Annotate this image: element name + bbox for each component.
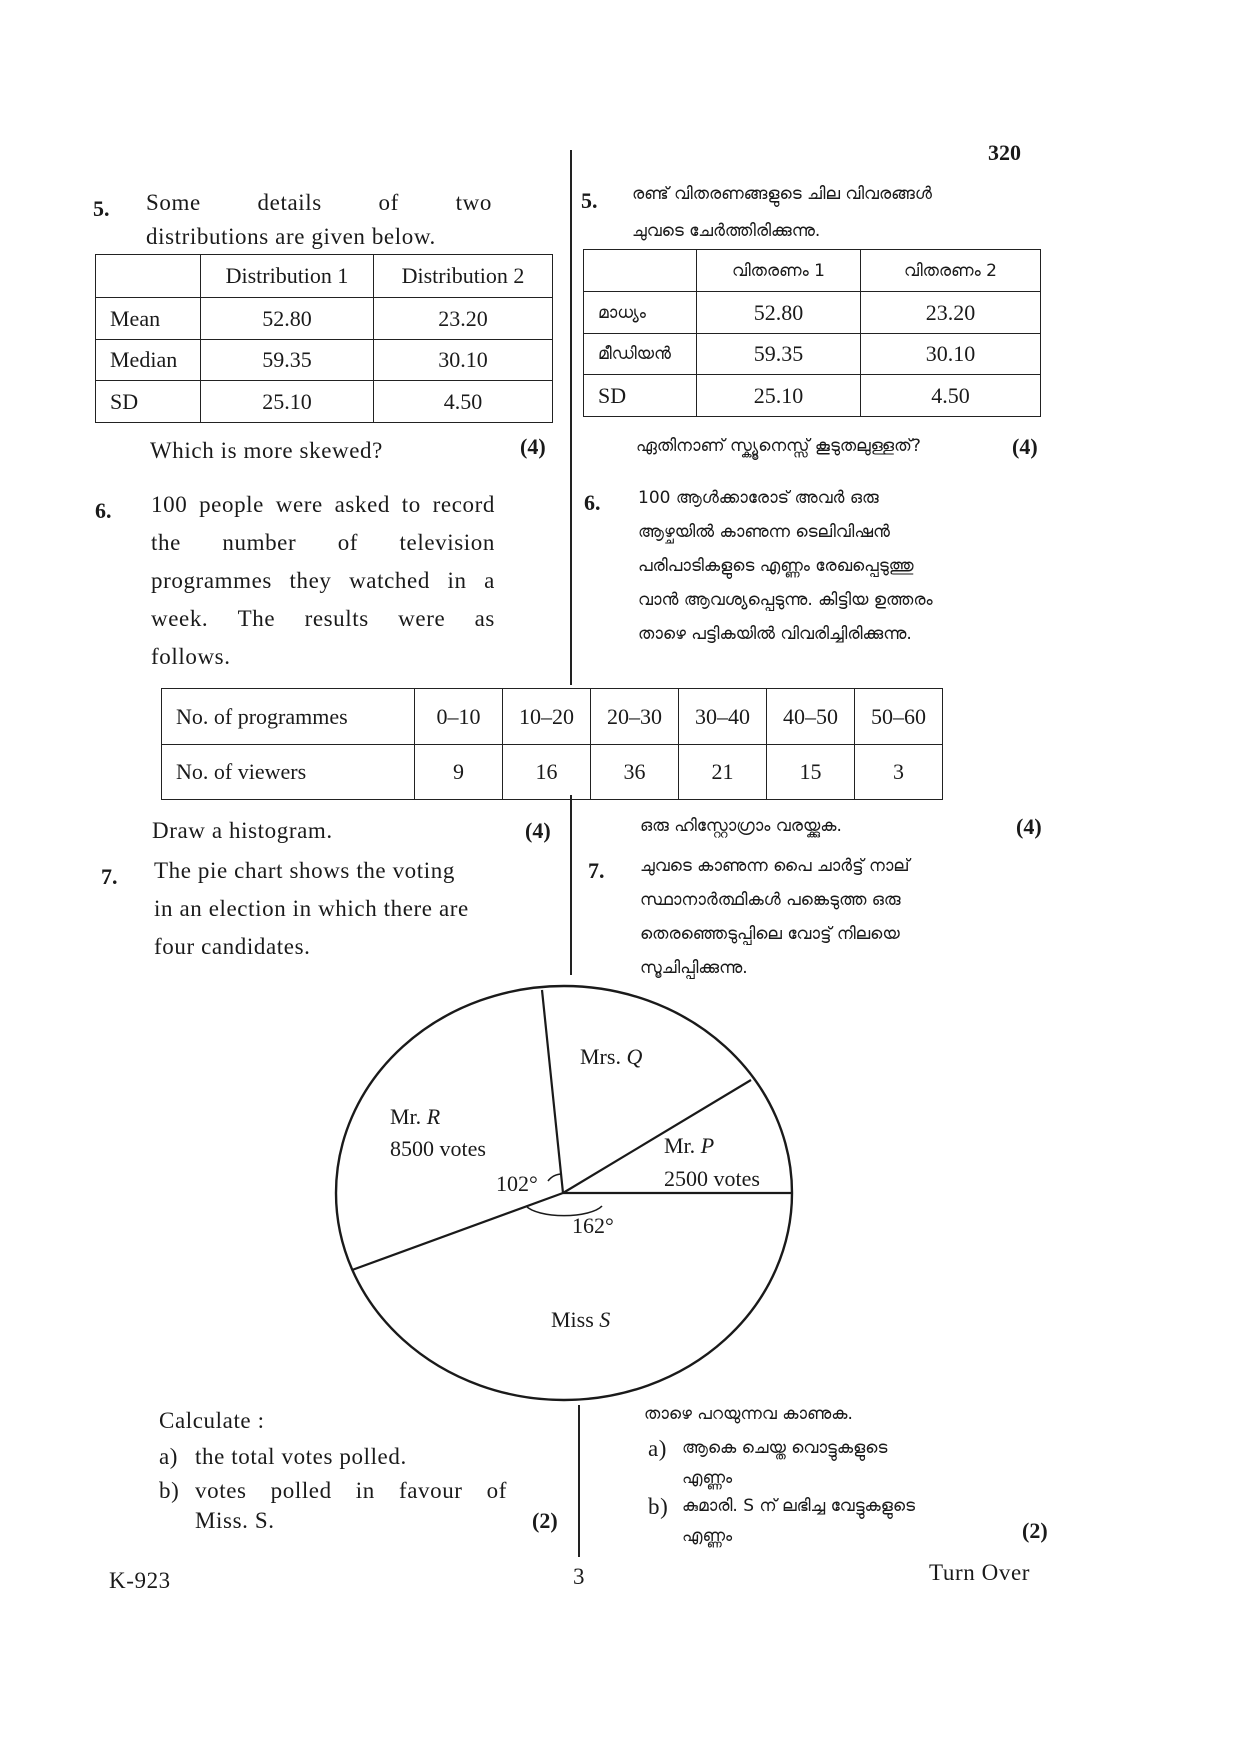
q5-ml-question: ഏതിനാണ് സ്ക്യൂനെസ്സ് കൂടുതലുള്ളത്? (636, 436, 921, 456)
slice-votes-mr-p: 2500 votes (664, 1166, 760, 1191)
q7-part-b-line-1: votes polled in favour of (195, 1478, 507, 1503)
q7-ml-part-b-label: b) (648, 1494, 669, 1519)
q5-ml-line-2: ചുവടെ ചേർത്തിരിക്കുന്നു. (632, 221, 821, 241)
page-number: 3 (573, 1564, 586, 1589)
q7-en-line-3: four candidates. (154, 934, 311, 959)
slice-label-mrs-q: Mrs. Q (580, 1044, 643, 1069)
q7-calculate: Calculate : (159, 1408, 265, 1433)
q7-part-a-text: the total votes polled. (195, 1444, 407, 1469)
table-row-label: No. of programmes (162, 689, 415, 745)
q5-en-question: Which is more skewed? (150, 438, 383, 463)
turn-over: Turn Over (929, 1560, 1031, 1585)
q7-ml-part-a-l1: ആകെ ചെയ്ത വൊട്ടുകളുടെ (682, 1438, 888, 1458)
q7-en-line-2: in an election in which there are (154, 896, 469, 921)
q6-en-instruction: Draw a histogram. (152, 818, 333, 843)
q5-en-table: Distribution 1 Distribution 2 Mean 52.80 23.20 Median 59.35 30.10 SD 25.10 4.50 (95, 254, 553, 423)
question-6-number: 6. (95, 498, 112, 523)
q6-en-line-2: the number of television (151, 530, 495, 555)
q5-en-line-1: Some details of two (146, 190, 492, 215)
q7-ml-line-1: ചുവടെ കാണുന്ന പൈ ചാർട്ട് നാല് (640, 856, 910, 876)
q6-en-line-4: week. The results were as (151, 606, 495, 631)
paper-code: K-923 (109, 1568, 171, 1593)
q7-ml-line-2: സ്ഥാനാർത്ഥികൾ പങ്കെടുത്ത ഒരു (640, 890, 901, 910)
question-7-number-ml: 7. (588, 858, 605, 883)
q7-ml-part-b-l2: എണ്ണം (682, 1526, 733, 1546)
q7-part-a-label: a) (159, 1444, 179, 1469)
question-5-number: 5. (93, 196, 110, 221)
slice-label-miss-s: Miss S (551, 1307, 611, 1332)
slice-votes-mr-r: 8500 votes (390, 1136, 486, 1161)
angle-label-r: 102° (496, 1171, 538, 1196)
page-number-top: 320 (988, 140, 1021, 165)
q5-ml-line-1: രണ്ട് വിതരണങ്ങളുടെ ചില വിവരങ്ങൾ (632, 184, 932, 204)
table-row-label: No. of viewers (162, 745, 415, 800)
q7-ml-marks: (2) (1022, 1518, 1048, 1543)
q5-en-marks: (4) (520, 434, 546, 459)
q6-ml-marks: (4) (1016, 814, 1042, 839)
angle-arc-r (548, 1174, 562, 1181)
q6-en-line-5: follows. (151, 644, 231, 669)
q5-ml-table: വിതരണം 1 വിതരണം 2 മാധ്യം 52.80 23.20 മീഡിയൻ 59.35 30.10 SD 25.10 4.50 (583, 249, 1041, 417)
boundary-q-r (542, 990, 563, 1193)
q7-en-line-1: The pie chart shows the voting (154, 858, 455, 883)
q6-en-line-3: programmes they watched in a (151, 568, 495, 593)
q6-frequency-table: No. of programmes 0–10 10–20 20–30 30–40 40–50 50–60 No. of viewers 9 16 36 21 15 3 (161, 688, 943, 800)
q7-part-b-line-2: Miss. S. (195, 1508, 275, 1533)
q5-en-line-2: distributions are given below. (146, 224, 436, 249)
q6-en-line-1: 100 people were asked to record (151, 492, 495, 517)
q6-en-marks: (4) (525, 818, 551, 843)
q6-ml-line-4: വാൻ ആവശ്യപ്പെടുന്നു. കിട്ടിയ ഉത്തരം (638, 590, 933, 610)
q7-ml-line-3: തെരഞ്ഞെടുപ്പിലെ വോട്ട് നിലയെ (640, 924, 900, 944)
q6-ml-line-5: താഴെ പട്ടികയിൽ വിവരിച്ചിരിക്കുന്നു. (638, 624, 912, 644)
q7-part-b-label: b) (159, 1478, 180, 1503)
q7-ml-part-a-label: a) (648, 1436, 668, 1461)
boundary-r-miss-s (352, 1193, 563, 1270)
question-7-number: 7. (101, 864, 118, 889)
q6-ml-line-1: 100 ആൾക്കാരോട് അവർ ഒരു (638, 488, 879, 508)
angle-label-s: 162° (572, 1213, 614, 1238)
q7-ml-line-4: സൂചിപ്പിക്കുന്നു. (640, 958, 748, 978)
question-6-number-ml: 6. (584, 490, 601, 515)
q7-en-marks: (2) (532, 1508, 558, 1533)
q7-ml-part-a-l2: എണ്ണം (682, 1468, 733, 1488)
q7-ml-calculate: താഴെ പറയുന്നവ കാണുക. (644, 1404, 853, 1424)
slice-label-mr-p: Mr. P (664, 1133, 715, 1158)
q6-ml-line-2: ആഴ്ചയിൽ കാണുന്ന ടെലിവിഷൻ (638, 522, 890, 542)
q6-ml-instruction: ഒരു ഹിസ്റ്റോഗ്രാം വരയ്ക്കുക. (640, 816, 842, 836)
slice-label-mr-r: Mr. R (390, 1104, 441, 1129)
question-5-number-ml: 5. (581, 188, 598, 213)
q7-ml-part-b-l1: കുമാരി. S ന് ലഭിച്ച വേട്ടുകളുടെ (682, 1496, 916, 1516)
q6-ml-line-3: പരിപാടികളുടെ എണ്ണം രേഖപ്പെടുത്തു (638, 556, 914, 576)
q5-ml-marks: (4) (1012, 434, 1038, 459)
